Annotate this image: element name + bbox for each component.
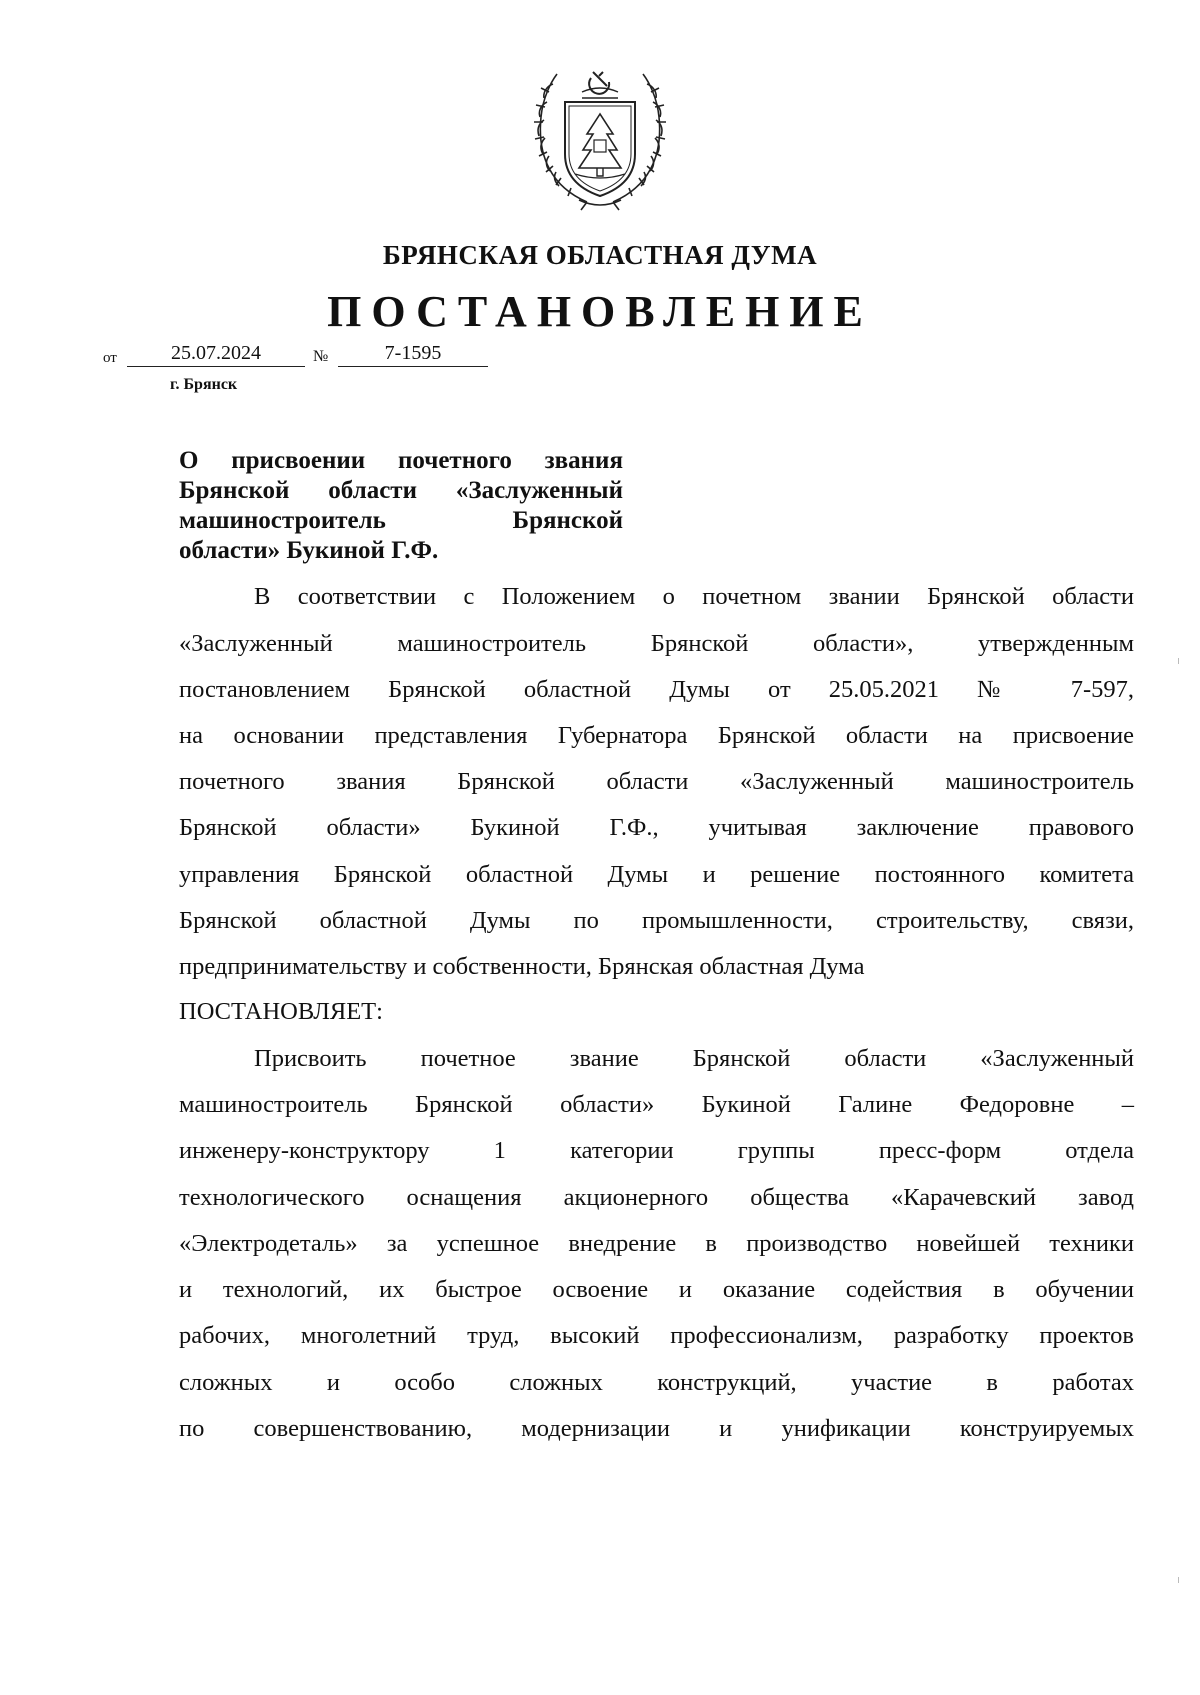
document-city: г. Брянск xyxy=(170,376,238,393)
subject-line: О присвоении почетного звания xyxy=(179,447,623,474)
body-line: «Электродеталь» за успешное внедрение в производство новейшей техники xyxy=(179,1230,1134,1257)
scan-mark xyxy=(1178,658,1179,664)
body-line: «Заслуженный машиностроитель Брянской области», утвержденным xyxy=(179,630,1134,657)
body-line: почетного звания Брянской области «Заслуженный машиностроитель xyxy=(179,768,1134,795)
organization-name: БРЯНСКАЯ ОБЛАСТНАЯ ДУМА xyxy=(382,240,818,270)
body-line: по совершенствованию, модернизации и унификации конструируемых xyxy=(179,1415,1134,1442)
body-line: Брянской областной Думы по промышленности, строительству, связи, xyxy=(179,907,1134,934)
body-line: Присвоить почетное звание Брянской области «Заслуженный xyxy=(254,1045,1134,1072)
document-meta xyxy=(103,342,523,372)
document-subject xyxy=(179,446,623,566)
body-line: на основании представления Губернатора Брянской области на присвоение xyxy=(179,722,1134,749)
document-date: 25.07.2024 xyxy=(127,342,305,367)
body-line: В соответствии с Положением о почетном звании Брянской области xyxy=(254,583,1134,610)
body-line: технологического оснащения акционерного общества «Карачевский завод xyxy=(179,1184,1134,1211)
number-label: № xyxy=(313,348,329,365)
body-line: машиностроитель Брянской области» Букиной Галине Федоровне – xyxy=(179,1091,1134,1118)
subject-line: области» Букиной Г.Ф. xyxy=(179,537,439,564)
subject-line: Брянской области «Заслуженный xyxy=(179,477,623,504)
body-line: предпринимательству и собственности, Брянская областная Дума xyxy=(179,953,865,980)
body-line: управления Брянской областной Думы и решение постоянного комитета xyxy=(179,861,1134,888)
document-number: 7-1595 xyxy=(338,342,488,367)
coat-of-arms-icon xyxy=(527,62,673,212)
subject-line: машиностроитель Брянской xyxy=(179,507,623,534)
body-line: и технологий, их быстрое освоение и оказание содействия в обучении xyxy=(179,1276,1134,1303)
scan-mark xyxy=(1178,1577,1179,1583)
body-line: рабочих, многолетний труд, высокий профессионализм, разработку проектов xyxy=(179,1322,1134,1349)
body-line: сложных и особо сложных конструкций, участие в работах xyxy=(179,1369,1134,1396)
body-line: постановлением Брянской областной Думы от 25.05.2021 № 7-597, xyxy=(179,676,1134,703)
body-line: инженеру-конструктору 1 категории группы пресс-форм отдела xyxy=(179,1137,1134,1164)
date-label: от xyxy=(103,350,117,366)
resolves-line: ПОСТАНОВЛЯЕТ: xyxy=(179,998,383,1025)
document-type-title: ПОСТАНОВЛЕНИЕ xyxy=(327,287,873,336)
body-line: Брянской области» Букиной Г.Ф., учитывая заключение правового xyxy=(179,814,1134,841)
